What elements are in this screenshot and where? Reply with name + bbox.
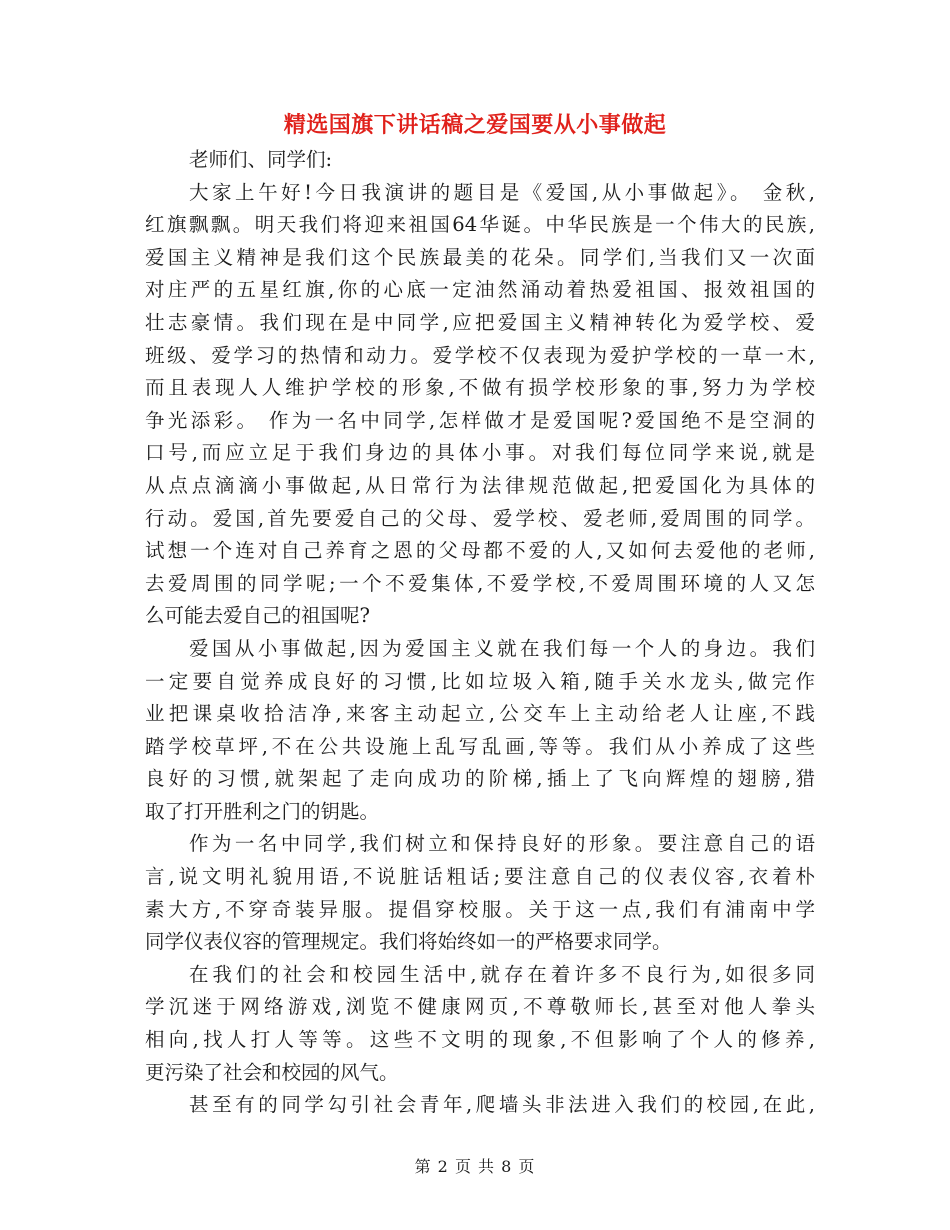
text-line: 爱国从小事做起,因为爱国主义就在我们每一个人的身边。我们 xyxy=(189,636,815,660)
text-line: 一定要自觉养成良好的习惯,比如垃圾入箱,随手关水龙头,做完作 xyxy=(145,669,815,693)
text-line: 学沉迷于网络游戏,浏览不健康网页,不尊敬师长,甚至对他人拳头 xyxy=(145,995,815,1019)
page-footer: 第 2 页 共 8 页 xyxy=(414,1157,536,1176)
text-line: 言,说文明礼貌用语,不说脏话粗话;要注意自己的仪表仪容,衣着朴 xyxy=(145,865,815,889)
text-line: 而且表现人人维护学校的形象,不做有损学校形象的事,努力为学校 xyxy=(145,376,815,400)
document-body xyxy=(145,144,815,1122)
text-line: 良好的习惯,就架起了走向成功的阶梯,插上了飞向辉煌的翅膀,猎 xyxy=(145,767,815,791)
text-line: 大家上午好!今日我演讲的题目是《爱国,从小事做起》。 金秋, xyxy=(189,180,815,204)
text-line: 踏学校草坪,不在公共设施上乱写乱画,等等。我们从小养成了这些 xyxy=(145,734,815,758)
text-line: 爱国主义精神是我们这个民族最美的花朵。同学们,当我们又一次面 xyxy=(145,245,815,269)
text-line: 更污染了社会和校园的风气。 xyxy=(145,1060,399,1084)
text-line: 班级、爱学习的热情和动力。爱学校不仅表现为爱护学校的一草一木, xyxy=(145,343,815,367)
text-line: 取了打开胜利之门的钥匙。 xyxy=(145,799,380,823)
text-line: 壮志豪情。我们现在是中同学,应把爱国主义精神转化为爱学校、爱 xyxy=(145,310,815,334)
text-line: 么可能去爱自己的祖国呢? xyxy=(145,604,370,628)
text-line: 在我们的社会和校园生活中,就存在着许多不良行为,如很多同 xyxy=(189,962,815,986)
text-line: 甚至有的同学勾引社会青年,爬墙头非法进入我们的校园,在此, xyxy=(189,1093,815,1117)
text-line: 相向,找人打人等等。这些不文明的现象,不但影响了个人的修养, xyxy=(145,1028,815,1052)
text-line: 素大方,不穿奇装异服。提倡穿校服。关于这一点,我们有浦南中学 xyxy=(145,897,815,921)
text-line: 去爱周围的同学呢;一个不爱集体,不爱学校,不爱周围环境的人又怎 xyxy=(145,571,815,595)
text-line: 红旗飘飘。明天我们将迎来祖国64华诞。中华民族是一个伟大的民族, xyxy=(145,213,815,237)
text-line: 对庄严的五星红旗,你的心底一定油然涌动着热爱祖国、报效祖国的 xyxy=(145,278,815,302)
text-line: 从点点滴滴小事做起,从日常行为法律规范做起,把爱国化为具体的 xyxy=(145,473,815,497)
text-line: 口号,而应立足于我们身边的具体小事。对我们每位同学来说,就是 xyxy=(145,441,815,465)
text-line: 业把课桌收拾洁净,来客主动起立,公交车上主动给老人让座,不践 xyxy=(145,702,815,726)
text-line: 同学仪表仪容的管理规定。我们将始终如一的严格要求同学。 xyxy=(145,930,672,954)
text-line: 争光添彩。 作为一名中同学,怎样做才是爱国呢?爱国绝不是空洞的 xyxy=(145,408,815,432)
document-title: 精选国旗下讲话稿之爱国要从小事做起 xyxy=(283,113,667,138)
text-line: 作为一名中同学,我们树立和保持良好的形象。要注意自己的语 xyxy=(189,832,815,856)
text-line: 试想一个连对自己养育之恩的父母都不爱的人,又如何去爱他的老师, xyxy=(145,539,815,563)
text-line: 行动。爱国,首先要爱自己的父母、爱学校、爱老师,爱周围的同学。 xyxy=(145,506,815,530)
text-line: 老师们、同学们: xyxy=(189,148,333,171)
